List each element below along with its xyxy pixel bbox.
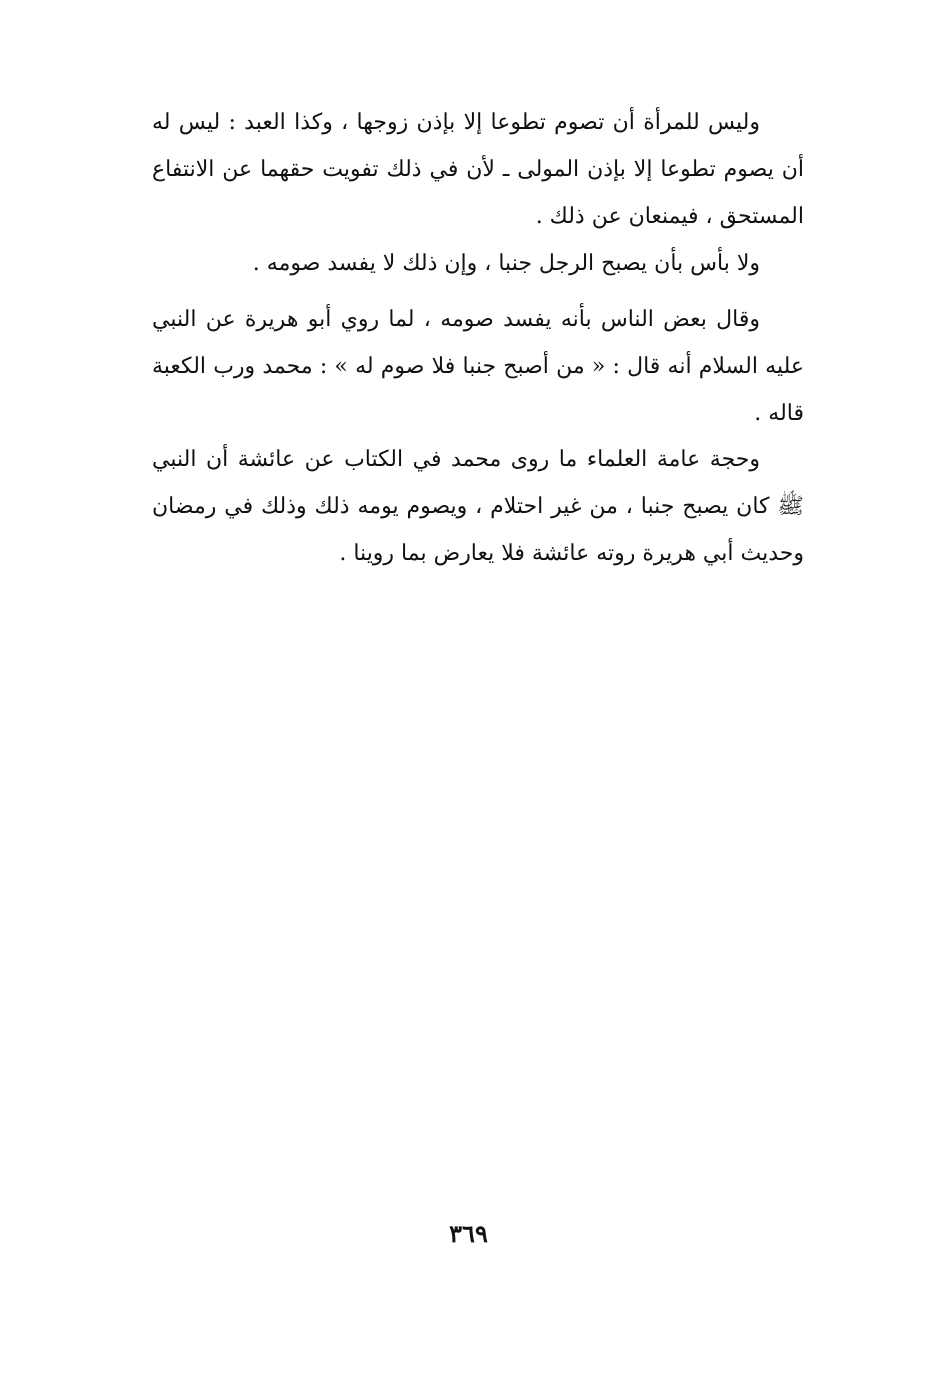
page-number: ٣٦٩ [449,1219,488,1248]
paragraph-text: وليس للمرأة أن تصوم تطوعا إلا بإذن زوجها ، وكذا العبد : ليس له أن يصوم تطوعا إلا بإذن المولى ـ لأن في ذلك تفويت حقهما عن الانتفاع المستحق ، فيمنعان عن ذلك . [152,110,804,229]
paragraph-text: وحجة عامة العلماء ما روى محمد في الكتاب عن عائشة أن النبي ﷺ كان يصبح جنبا ، من غير احتلام ، ويصوم يومه ذلك وذلك في رمضان وحديث أبي هريرة روته عائشة فلا يعارض بما روينا . [152,447,804,566]
paragraph-1 [152,99,804,240]
paragraph-2 [152,240,804,287]
paragraph-text: وقال بعض الناس بأنه يفسد صومه ، لما روي أبو هريرة عن النبي عليه السلام أنه قال : « من أصبح جنبا فلا صوم له » : محمد ورب الكعبة قاله . [152,307,804,426]
paragraph-3 [152,296,804,437]
paragraph-text: ولا بأس بأن يصبح الرجل جنبا ، وإن ذلك لا يفسد صومه . [252,251,760,276]
paragraph-4 [152,436,804,577]
